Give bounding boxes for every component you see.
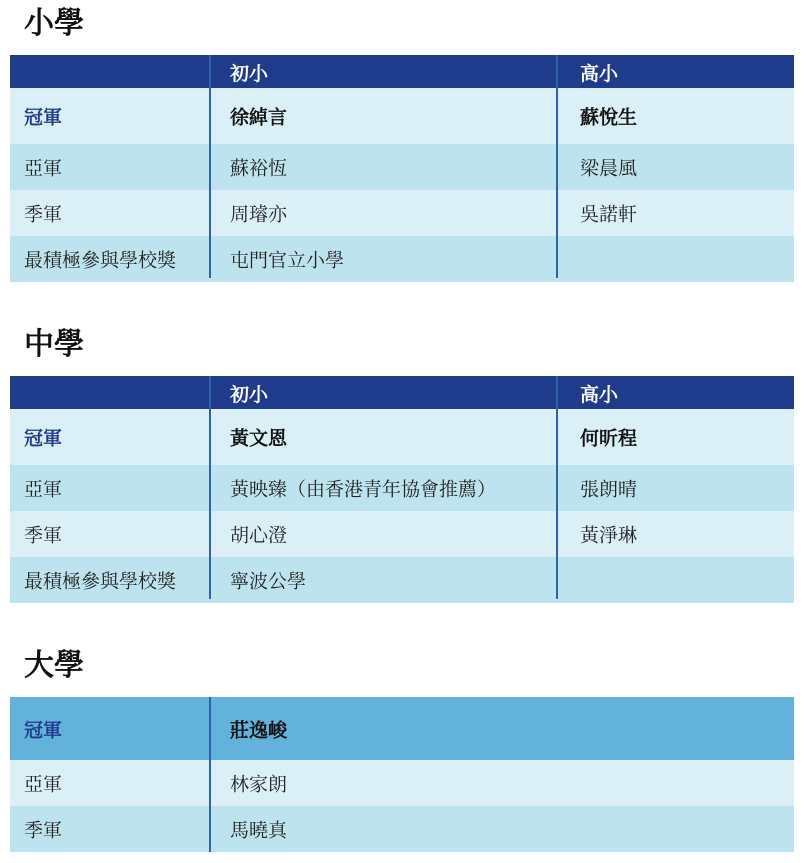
column-divider <box>209 697 211 852</box>
winner: 林家朗 <box>230 773 288 796</box>
winner: 莊逸峻 <box>230 719 288 741</box>
first-runner-up-row <box>10 760 794 806</box>
junior-winner: 徐綽言 <box>230 106 288 129</box>
university-section-title: 大學 <box>24 648 84 683</box>
second-runner-up-row <box>10 190 794 236</box>
junior-winner: 黃映臻（由香港青年協會推薦） <box>230 478 497 501</box>
junior-winner: 蘇裕恆 <box>230 157 288 180</box>
row-label: 冠軍 <box>24 106 63 129</box>
column-divider <box>556 55 558 278</box>
junior-winner: 胡心澄 <box>230 524 288 547</box>
most-active-school-row <box>10 236 794 282</box>
secondary-results-table <box>10 376 794 603</box>
second-runner-up-row <box>10 511 794 557</box>
senior-winner: 黃淨琳 <box>580 524 638 547</box>
second-runner-up-row <box>10 806 794 852</box>
senior-winner: 吳諾軒 <box>580 203 638 226</box>
row-label: 冠軍 <box>24 427 63 450</box>
row-label: 季軍 <box>24 819 63 842</box>
column-divider <box>209 55 211 278</box>
row-label: 最積極參與學校獎 <box>24 249 177 272</box>
champion-row <box>10 697 794 760</box>
primary-section-title: 小學 <box>24 6 84 41</box>
school-winner: 寧波公學 <box>230 570 307 593</box>
row-label: 亞軍 <box>24 478 63 501</box>
winner: 馬曉真 <box>230 819 288 842</box>
row-label: 季軍 <box>24 203 63 226</box>
row-label: 冠軍 <box>24 719 63 741</box>
first-runner-up-row <box>10 144 794 190</box>
champion-row <box>10 88 794 144</box>
primary-results-table <box>10 55 794 282</box>
row-label: 亞軍 <box>24 157 63 180</box>
row-label: 亞軍 <box>24 773 63 796</box>
secondary-table-header <box>10 376 794 409</box>
secondary-section-title: 中學 <box>24 327 84 362</box>
senior-column-header: 高小 <box>580 63 619 85</box>
school-winner: 屯門官立小學 <box>230 249 345 272</box>
junior-winner: 黃文恩 <box>230 427 288 450</box>
champion-row <box>10 409 794 465</box>
junior-column-header: 初小 <box>230 384 269 406</box>
junior-winner: 周璿亦 <box>230 203 288 226</box>
senior-winner: 梁晨風 <box>580 157 638 180</box>
senior-winner: 張朗晴 <box>580 478 638 501</box>
column-divider <box>556 376 558 599</box>
column-divider <box>209 376 211 599</box>
junior-column-header: 初小 <box>230 63 269 85</box>
senior-winner: 蘇悅生 <box>580 106 638 129</box>
most-active-school-row <box>10 557 794 603</box>
row-label: 季軍 <box>24 524 63 547</box>
row-label: 最積極參與學校獎 <box>24 570 177 593</box>
senior-winner: 何昕程 <box>580 427 638 450</box>
university-results-table <box>10 697 794 852</box>
primary-table-header <box>10 55 794 88</box>
senior-column-header: 高小 <box>580 384 619 406</box>
first-runner-up-row <box>10 465 794 511</box>
